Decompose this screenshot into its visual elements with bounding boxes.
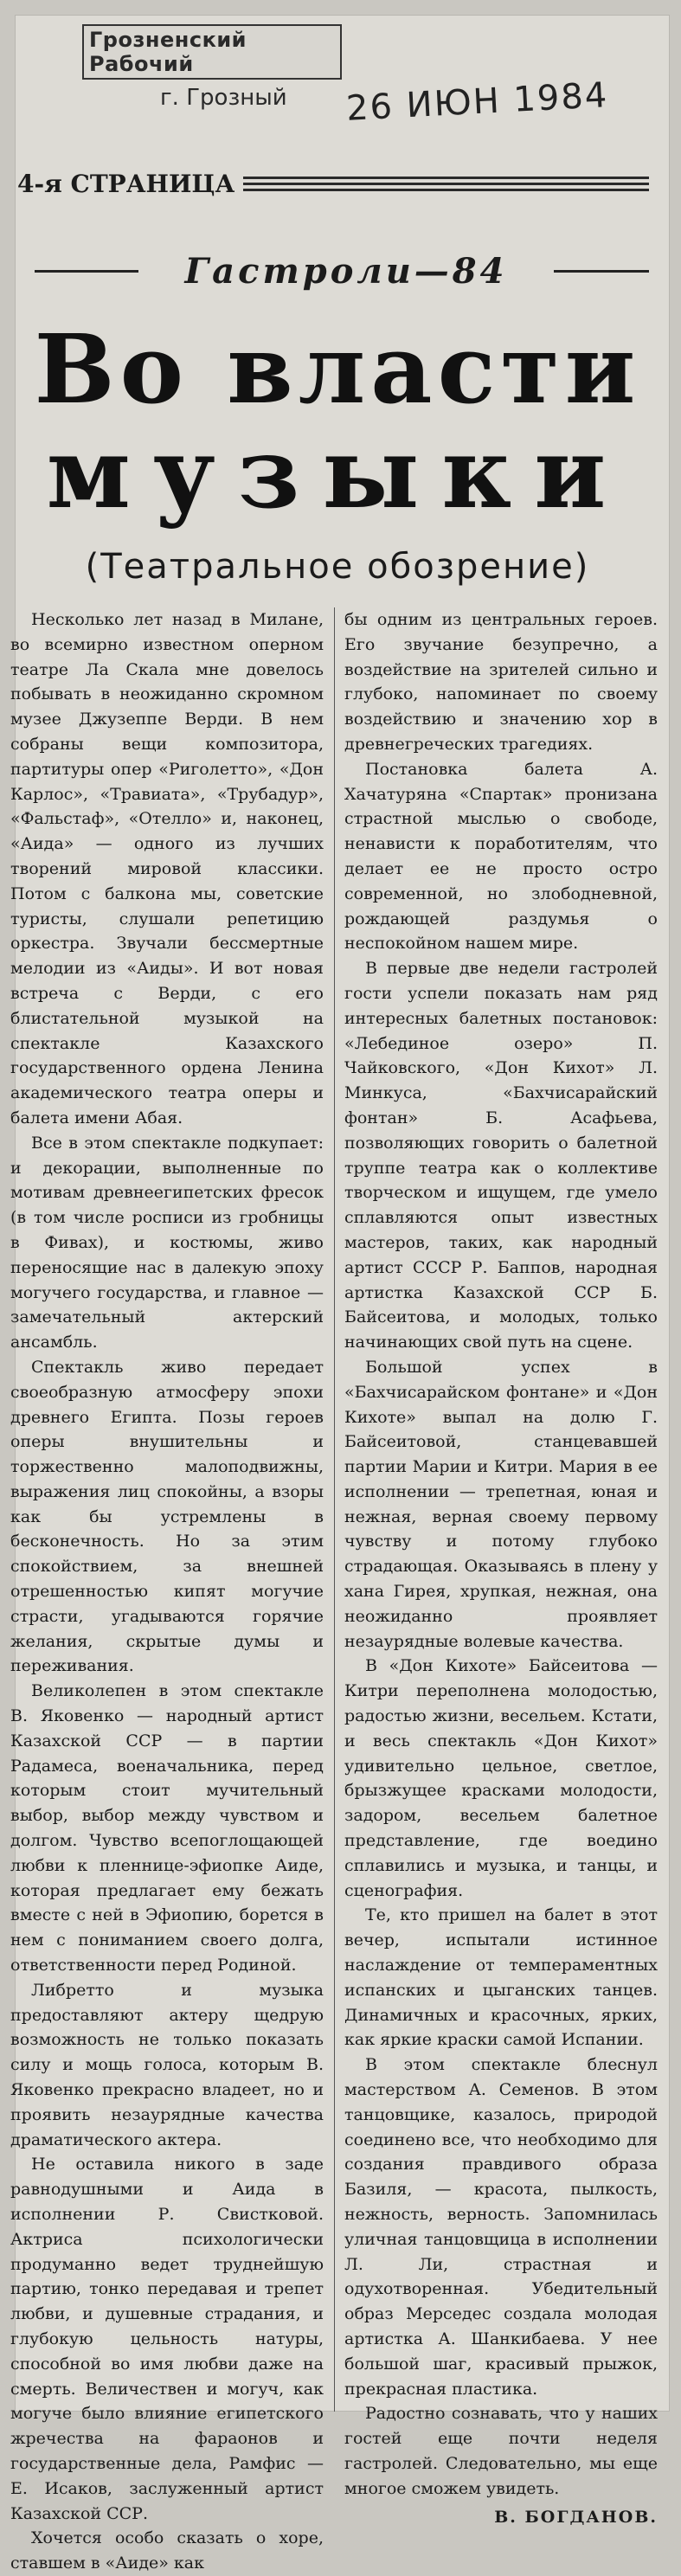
right-column <box>344 607 658 2529</box>
stamp-date: 26 ИЮН 1984 <box>345 75 610 129</box>
author-signature: В. БОГДАНОВ. <box>494 2507 658 2527</box>
left-column <box>10 607 324 2576</box>
paragraph: Постановка балета А. Хачатуряна «Спартак» пронизана страстной мыслью о свободе, ненависти к поработителям, что делает ее не просто остро современной, но злободневной, рождающей раздумья о неспокойном нашем мире. <box>344 759 658 954</box>
paragraph: Хочется особо сказать о хоре, ставшем в «Аиде» как <box>10 2528 324 2573</box>
paragraph: Спектакль живо передает своеобразную атмосферу эпохи древнего Египта. Позы героев оперы внушительны и торжественно малоподвижны, выражения лиц спокойны, а взоры как бы устремлены в бесконечность. Но за этим спокойствием, за внешней отрешенностью кипят могучие страсти, угадываются горячие желания, скрытые думы и переживания. <box>10 1357 324 1676</box>
header-rules <box>243 177 649 191</box>
stamp-city: г. Грозный <box>160 85 287 111</box>
paragraph: В этом спектакле блеснул мастерством А. Семенов. В этом танцовщике, казалось, природой соединено все, что необходимо для создания правдивого образа Базиля, — красота, пылкость, нежность, верность. Запомнилась уличная танцовщица в исполнении Л. Ли, страстная и одухотворенная. Убедительный образ Мерседес создала молодая артистка А. Шанкибаева. У нее большой шаг, красивый прыжок, прекрасная пластика. <box>344 2055 658 2399</box>
page-number: 4-я СТРАНИЦА <box>17 169 235 198</box>
paragraph: Те, кто пришел на балет в этот вечер, испытали истинное наслаждение от темпераментных испанских и цыганских танцев. Динамичных и красочных, ярких, как яркие краски самой Испании. <box>344 1905 658 2050</box>
paragraph: Не оставила никого в заде равнодушными и Аида в исполнении Р. Свистковой. Актриса психологически продуманно ведет труднейшую партию, тонко передавая и трепет любви, и душевные страдания, и глубокую цельность натуры, способной во имя любви даже на смерть. Величествен и могуч, как могуче было влияние египетского жречества на фараонов и государственные дела, Рамфис — Е. Исаков, заслуженный артист Казахской ССР. <box>10 2155 324 2523</box>
paragraph: Либретто и музыка предоставляют актеру щедрую возможность не только показать силу и мощь голоса, которым В. Яковенко прекрасно владеет, но и проявить незаурядные качества драматического актера. <box>10 1980 324 2149</box>
paragraph: Радостно сознавать, что у наших гостей еще почти неделя гастролей. Следовательно, мы еще многое сможем увидеть. <box>344 2404 658 2498</box>
library-stamp <box>82 24 342 111</box>
subtitle: (Театральное обозрение) <box>85 547 590 587</box>
rubric: Гастроли—84 <box>184 251 508 292</box>
paragraph: Великолепен в этом спектакле В. Яковенко — народный артист Казахской ССР — в партии Радамеса, военачальника, перед которым стоит мучительный выбор, выбор между чувством и долгом. Чувство всепоглощающей любви к пленнице-эфиопке Аиде, которая предлагает ему бежать вместе с ней в Эфиопию, борется в нем с пониманием своего долга, ответственности перед Родиной. <box>10 1681 324 1975</box>
rubric-rule-right <box>554 270 649 273</box>
stamp-newspaper-name: Грозненский Рабочий <box>82 24 342 80</box>
paragraph: Несколько лет назад в Милане, во всемирно известном оперном театре Ла Скала мне довелось побывать в неожиданно скромном музее Джузеппе Верди. В нем собраны вещи композитора, партитуры опер «Риголетто», «Дон Карлос», «Травиата», «Трубадур», «Фальстаф», «Отелло» и, наконец, «Аида» — одного из лучших творений мировой классики. Потом с балкона мы, советские туристы, слушали репетицию оркестра. Звучали бессмертные мелодии из «Аиды». И вот новая встреча с Верди, с его блистательной музыкой на спектакле Казахского государственного ордена Ленина академического театра оперы и балета имени Абая. <box>10 610 324 1127</box>
paragraph: В первые две недели гастролей гости успели показать нам ряд интересных балетных постановок: «Лебединое озеро» П. Чайковского, «Дон Кихот» Л. Минкуса, «Бахчисарайский фонтан» Б. Асафьева, позволяющих говорить о балетной труппе театра как о коллективе творческом и ищущем, где умело сплавляются опыт известных мастеров, таких, как народный артист СССР Р. Баппов, народная артистка Казахской ССР Б. Байсеитова, и молодых, только начинающих свой путь на сцене. <box>344 959 658 1352</box>
paragraph: Все в этом спектакле подкупает: и декорации, выполненные по мотивам древнеегипетских фресок (в том числе росписи из гробницы в Фивах), и костюмы, живо переносящие нас в далекую эпоху могучего государства, и главное — замечательный актерский ансамбль. <box>10 1133 324 1352</box>
headline-line-1: Во власти <box>34 313 641 425</box>
headline-line-2: музыки <box>46 417 629 530</box>
paragraph-continuation: бы одним из центральных героев. Его звучание безупречно, а воздействие на зрителей сильно и глубоко, напоминает по своему воздействию и значению хор в древнегреческих трагедиях. <box>344 610 658 754</box>
column-divider <box>334 607 335 2412</box>
paragraph: В «Дон Кихоте» Байсеитова — Китри переполнена молодостью, радостью жизни, весельем. Кстати, и весь спектакль «Дон Кихот» удивительно цельное, светлое, брызжущее красками молодости, задором, весельем балетное представление, где воедино сплавились и музыка, и танцы, и сценография. <box>344 1656 658 1900</box>
page-header <box>17 166 649 201</box>
paragraph: Большой успех в «Бахчисарайском фонтане» и «Дон Кихоте» выпал на долю Г. Байсеитовой, станцевавшей партии Марии и Китри. Мария в ее исполнении — трепетная, юная и нежная, верная своему первому чувству и потому глубоко страдающая. Оказываясь в плену у хана Гирея, хрупкая, нежная, она неожиданно проявляет незаурядные волевые качества. <box>344 1357 658 1651</box>
